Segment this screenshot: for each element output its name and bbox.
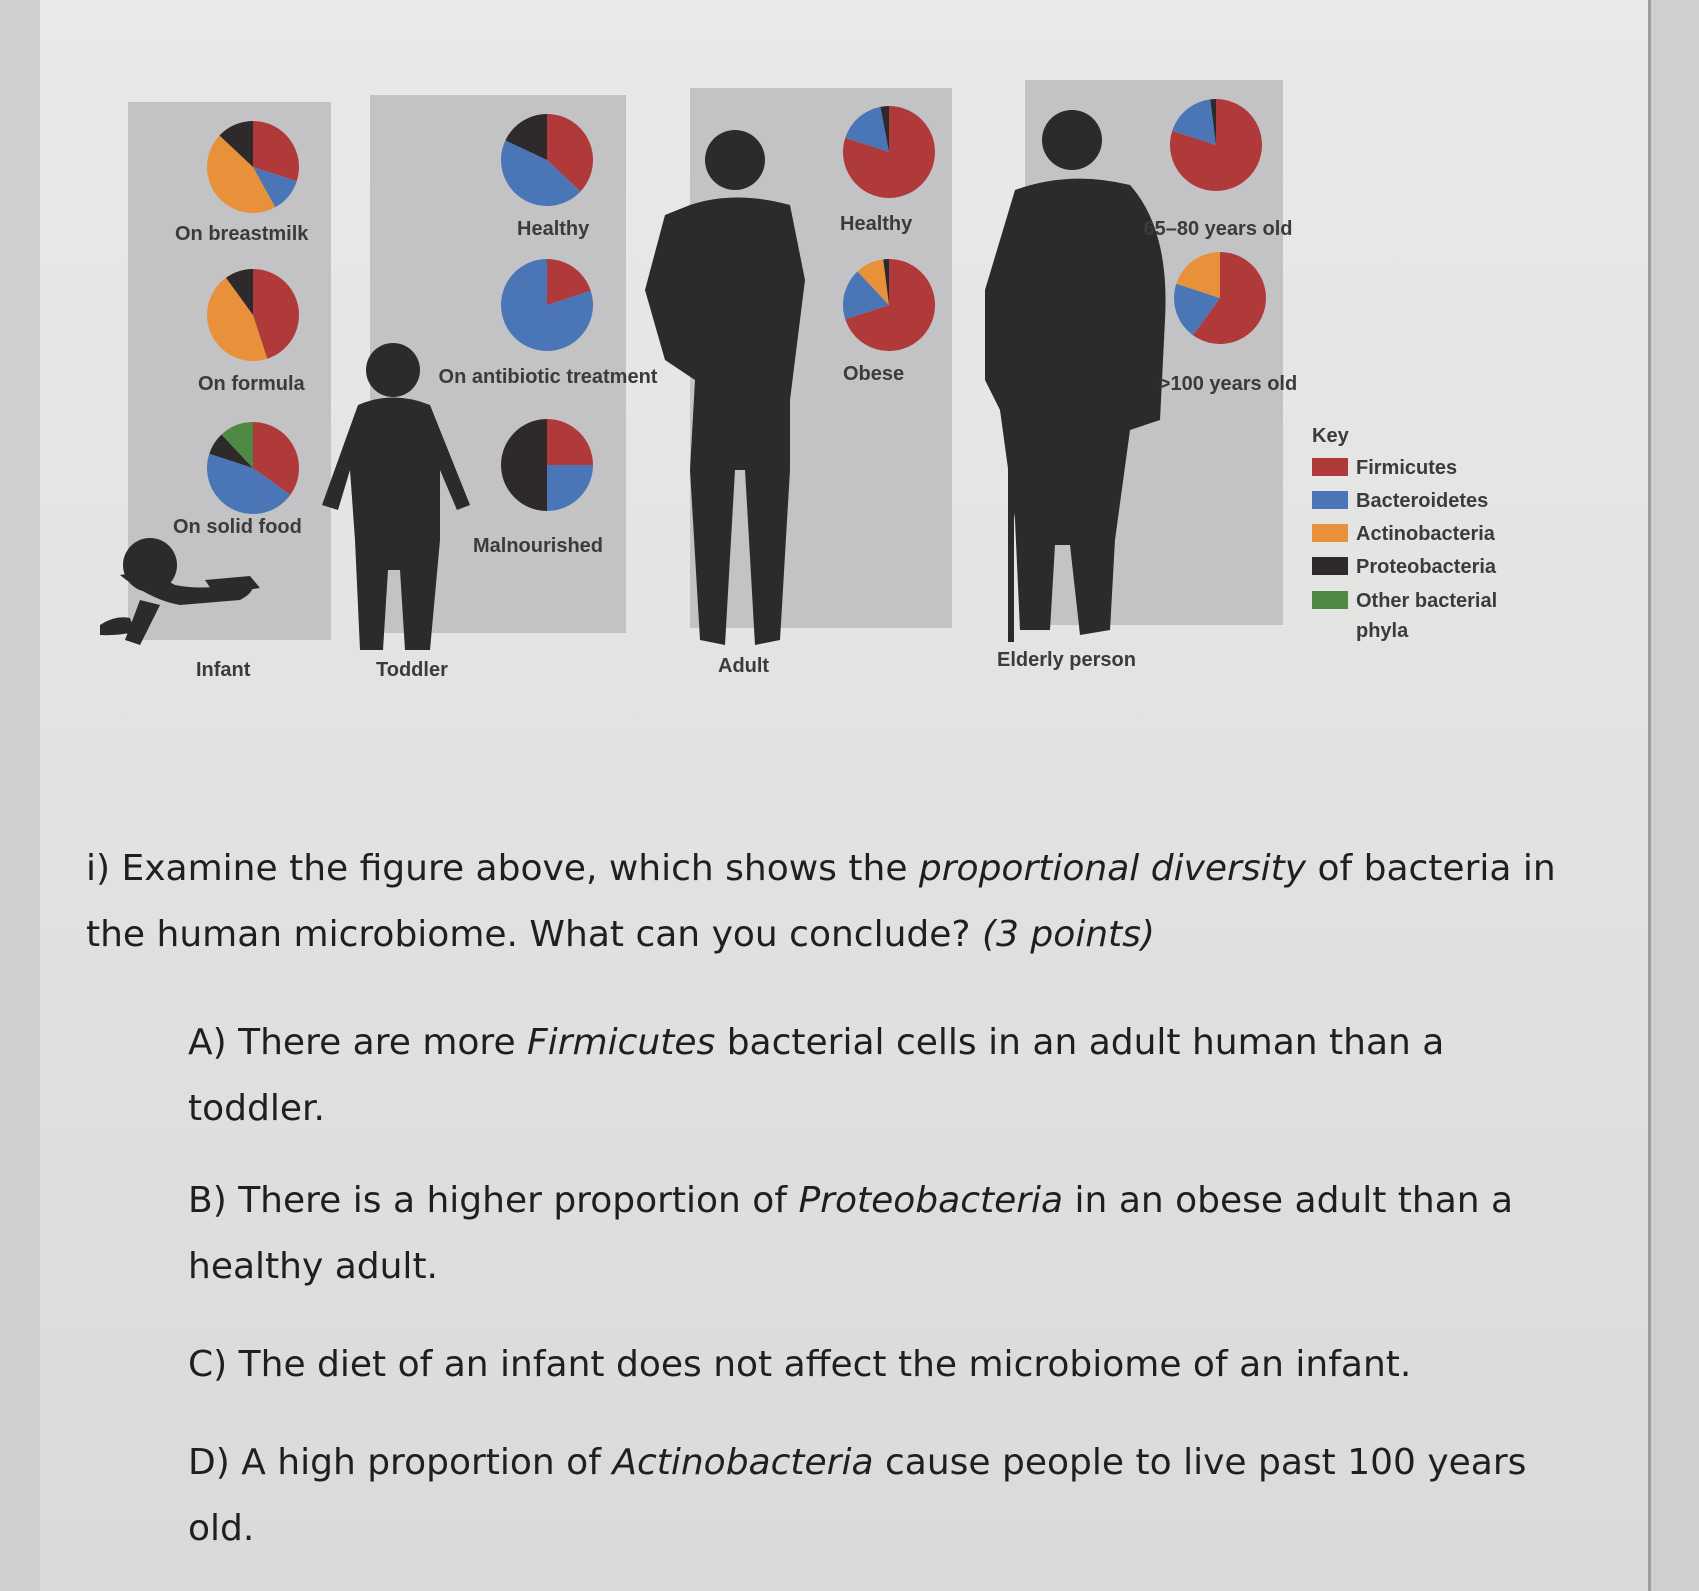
label-65-80: 65–80 years old [1143, 218, 1293, 240]
option-d[interactable] [188, 1430, 1588, 1562]
option-b[interactable] [188, 1168, 1588, 1300]
question-text [86, 836, 1566, 968]
label-obese: Obese [843, 363, 905, 385]
option-text: The diet of an infant does not affect the microbiome of an infant. [227, 1344, 1412, 1385]
option-text: A high proportion of [229, 1442, 613, 1483]
key-title: Key [1312, 425, 1349, 447]
label-toddler-healthy: Healthy [517, 218, 590, 240]
key-swatch [1312, 458, 1348, 476]
option-italic: Firmicutes [527, 1022, 716, 1063]
key-label: Proteobacteria [1356, 556, 1497, 578]
label-on-breastmilk: On breastmilk [175, 223, 309, 245]
label-on-solid-food: On solid food [173, 516, 302, 538]
label-on-formula: On formula [198, 373, 305, 395]
key-swatch [1312, 557, 1348, 575]
key-label: Other bacterial phyla [1356, 590, 1498, 642]
option-letter: B) [188, 1180, 227, 1221]
option-italic: Proteobacteria [798, 1180, 1064, 1221]
option-text: There is a higher proportion of [226, 1180, 799, 1221]
adult-silhouette [645, 130, 805, 645]
option-a[interactable] [188, 1010, 1588, 1142]
option-text-end: cause people to live past 100 years old. [188, 1442, 1527, 1549]
option-text-end: bacterial cells in an adult human than a toddler. [188, 1022, 1445, 1129]
question-middle: of bacteria in the human microbiome. What can you conclude? [86, 848, 1556, 955]
option-text-end: in an obese adult than a healthy adult. [188, 1180, 1514, 1287]
option-c[interactable] [188, 1332, 1588, 1398]
group-infant: Infant [196, 659, 251, 681]
key-swatch [1312, 491, 1348, 509]
group-toddler: Toddler [376, 659, 448, 681]
microbiome-figure [0, 0, 1699, 760]
label-on-antibiotic [439, 366, 658, 388]
option-letter: C) [188, 1344, 228, 1385]
label-adult-healthy: Healthy [840, 213, 913, 235]
key-legend [1312, 457, 1497, 642]
label-over-100: >100 years old [1158, 373, 1298, 395]
key-swatch [1312, 591, 1348, 609]
option-italic: Actinobacteria [612, 1442, 874, 1483]
option-letter: D) [188, 1442, 230, 1483]
key-swatch [1312, 524, 1348, 542]
question-emphasis: proportional diversity [918, 848, 1307, 889]
question-points: (3 points) [981, 914, 1155, 955]
group-adult: Adult [718, 655, 770, 677]
group-elderly: Elderly person [997, 649, 1136, 671]
key-label: Firmicutes [1356, 457, 1458, 479]
option-letter: A) [188, 1022, 227, 1063]
label-malnourished: Malnourished [473, 535, 604, 557]
key-label: Actinobacteria [1356, 523, 1495, 545]
label-on-antibiotic-text: On antibiotic treatment [438, 366, 658, 388]
option-text: There are more [226, 1022, 528, 1063]
key-label: Bacteroidetes [1356, 490, 1489, 512]
question-prefix: i) Examine the figure above, which shows the [86, 848, 919, 889]
